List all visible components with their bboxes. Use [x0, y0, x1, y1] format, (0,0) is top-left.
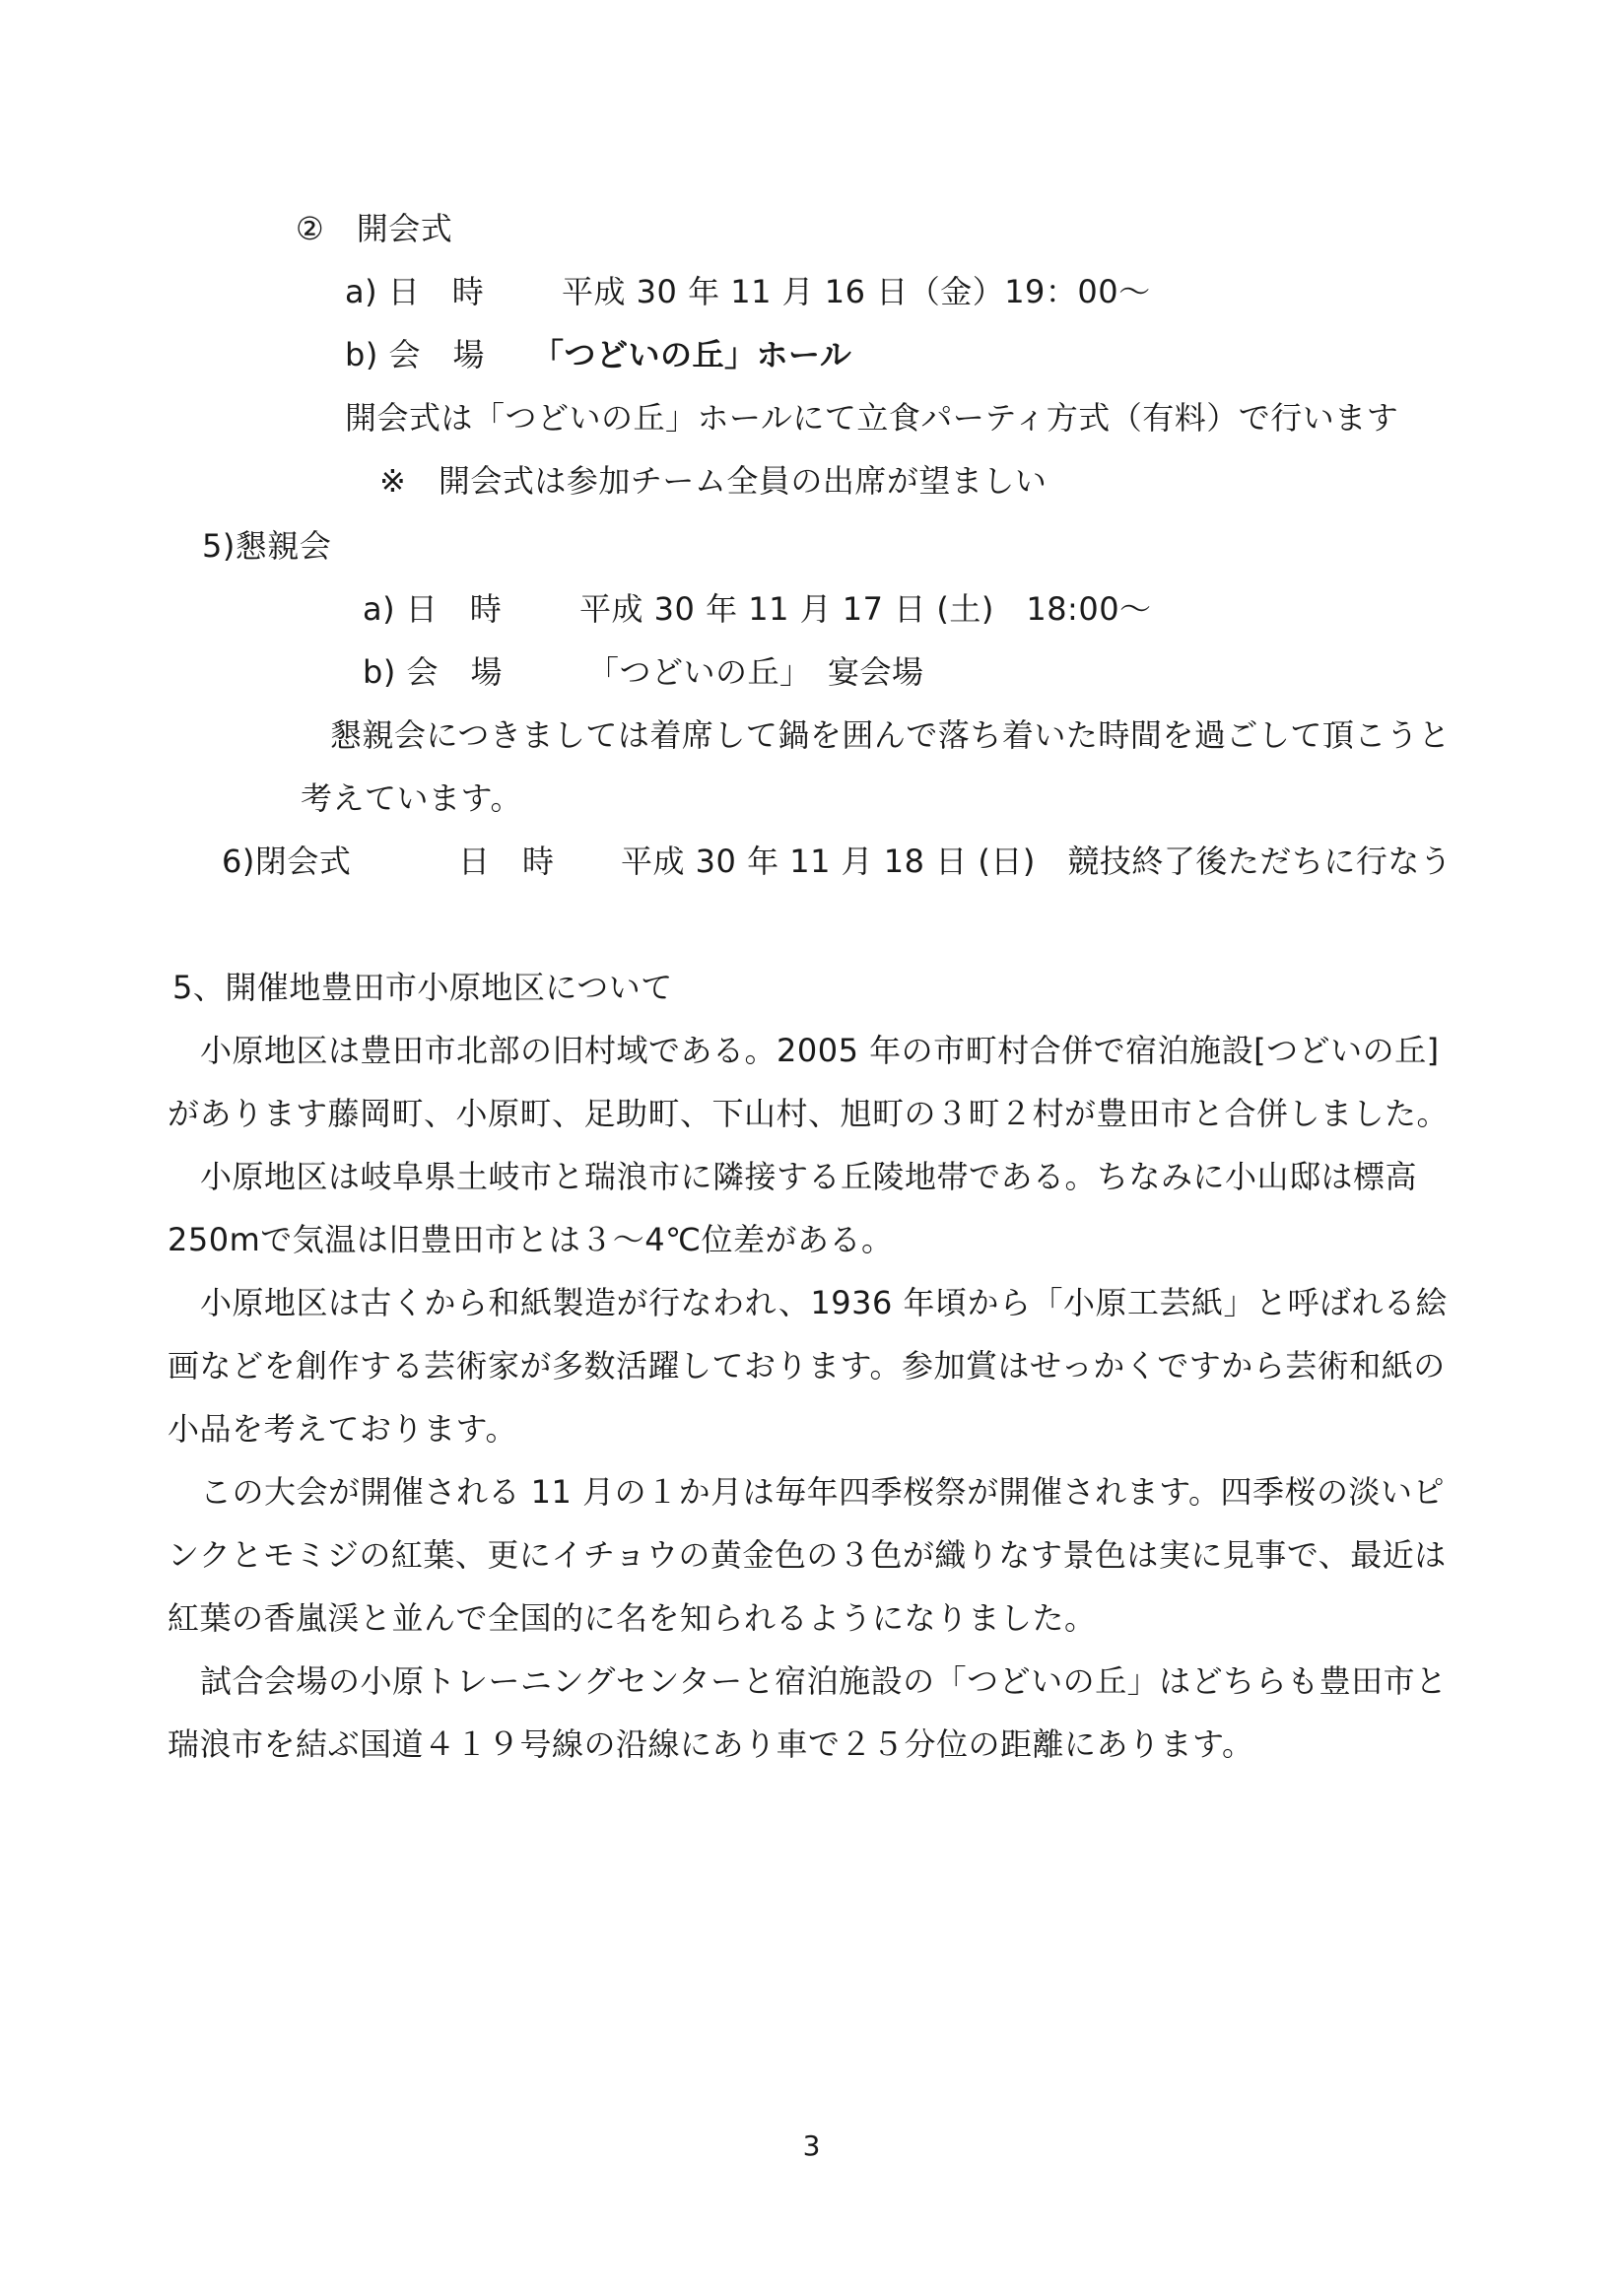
reception-note-line1: 懇親会につきましては着席して鍋を囲んで落ち着いた時間を過ごして頂こうと: [330, 716, 1451, 754]
section5-line: 瑞浪市を結ぶ国道４１９号線の沿線にあり車で２５分位の距離にあります。: [168, 1725, 1254, 1763]
opening-venue-value: 「つどいの丘」ホール: [532, 336, 852, 373]
reception-note-line2: 考えています。: [301, 779, 522, 817]
closing-date-label: 日 時: [458, 843, 555, 880]
reception-venue-value: 「つどいの丘」 宴会場: [587, 653, 924, 691]
closing-heading: 6)閉会式: [222, 843, 352, 880]
page-number: 3: [802, 2129, 821, 2162]
section5-line: ンクとモミジの紅葉、更にイチョウの黄金色の３色が織りなす景色は実に見事で、最近は: [168, 1536, 1447, 1574]
reception-date-row: [363, 587, 1152, 631]
opening-note: 開会式は「つどいの丘」ホールにて立食パーティ方式（有料）で行います: [345, 399, 1399, 437]
opening-venue-label: b) 会 場: [345, 336, 485, 373]
opening-heading: ② 開会式: [296, 210, 453, 247]
section5-line: があります藤岡町、小原町、足助町、下山村、旭町の３町２村が豊田市と合併しました。: [168, 1095, 1450, 1132]
section5-line: 小原地区は豊田市北部の旧村域である。2005 年の市町村合併で宿泊施設[つどいの丘]: [200, 1032, 1440, 1069]
reception-heading: 5)懇親会: [202, 527, 332, 565]
section5-line: 250mで気温は旧豊田市とは３～4℃位差がある。: [168, 1221, 894, 1258]
opening-remark: ※ 開会式は参加チーム全員の出席が望ましい: [379, 462, 1048, 500]
reception-date-value: 平成 30 年 11 月 17 日 (土) 18:00～: [579, 590, 1152, 628]
section5-heading: 5、開催地豊田市小原地区について: [172, 969, 673, 1006]
opening-venue-row: [345, 333, 851, 376]
reception-date-label: a) 日 時: [363, 590, 503, 628]
reception-venue-row: [363, 650, 924, 694]
section5-line: 紅葉の香嵐渓と並んで全国的に名を知られるようになりました。: [168, 1599, 1097, 1637]
closing-row: [222, 840, 1452, 883]
section5-line: 小品を考えております。: [168, 1410, 517, 1448]
section5-line: 試合会場の小原トレーニングセンターと宿泊施設の「つどいの丘」はどちらも豊田市と: [200, 1662, 1448, 1700]
reception-venue-label: b) 会 場: [363, 653, 503, 691]
opening-date-label: a) 日 時: [345, 273, 485, 310]
closing-date-value: 平成 30 年 11 月 18 日 (日) 競技終了後ただちに行なう: [621, 843, 1453, 880]
section5-line: 小原地区は古くから和紙製造が行なわれ、1936 年頃から「小原工芸紙」と呼ばれる絵: [200, 1284, 1449, 1321]
section5-line: 画などを創作する芸術家が多数活躍しております。参加賞はせっかくですから芸術和紙の: [168, 1347, 1446, 1384]
opening-date-value: 平成 30 年 11 月 16 日（金）19：00～: [562, 273, 1151, 310]
section5-line: この大会が開催される 11 月の１か月は毎年四季桜祭が開催されます。四季桜の淡いピ: [200, 1473, 1446, 1511]
section5-line: 小原地区は岐阜県土岐市と瑞浪市に隣接する丘陵地帯である。ちなみに小山邸は標高: [200, 1158, 1418, 1195]
opening-date-row: [345, 270, 1151, 313]
